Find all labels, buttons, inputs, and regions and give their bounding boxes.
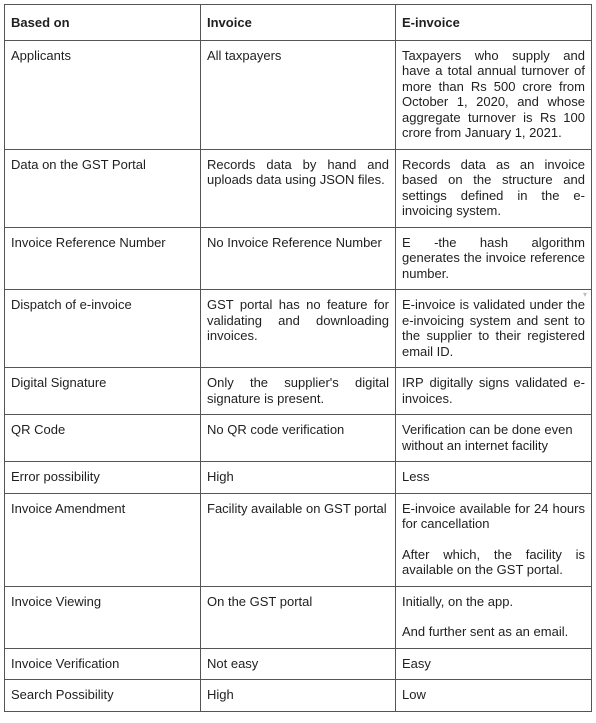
invoice-cell: High (201, 462, 396, 494)
table-row (5, 586, 592, 648)
e-invoice-paragraph: After which, the facility is available on the GST portal. (402, 546, 585, 577)
table-row (5, 149, 592, 227)
e-invoice-cell (396, 290, 592, 368)
e-invoice-cell (396, 368, 592, 415)
e-invoice-paragraph: And further sent as an email. (402, 624, 569, 639)
e-invoice-paragraph: E-invoice is validated under the e-invoicing system and sent to the supplier to their registered email ID. (402, 297, 585, 359)
table-header-row (5, 5, 592, 41)
row-label: Applicants (5, 40, 201, 149)
e-invoice-cell (396, 648, 592, 680)
e-invoice-paragraph: Taxpayers who supply and have a total annual turnover of more than Rs 500 crore from October 1, 2020, and whose aggregate turnover is Rs 100 crore from January 1, 2021. (402, 47, 585, 140)
e-invoice-paragraph: Less (402, 469, 430, 484)
row-label: Invoice Amendment (5, 493, 201, 586)
scroll-marker-icon: ▾ (583, 290, 588, 299)
row-label: Dispatch of e-invoice (5, 290, 201, 368)
e-invoice-paragraph: Easy (402, 655, 431, 671)
e-invoice-paragraph: E -the hash algorithm generates the invoice reference number. (402, 234, 585, 281)
invoice-cell: Only the supplier's digital signature is present. (201, 368, 396, 415)
invoice-cell: GST portal has no feature for validating and downloading invoices. (201, 290, 396, 368)
invoice-cell: High (201, 680, 396, 712)
e-invoice-cell (396, 493, 592, 586)
e-invoice-cell (396, 462, 592, 494)
header-invoice: Invoice (201, 5, 396, 41)
table-row (5, 415, 592, 462)
row-label: Data on the GST Portal (5, 149, 201, 227)
invoice-cell: On the GST portal (201, 586, 396, 648)
table-row (5, 227, 592, 290)
table-row (5, 680, 592, 712)
e-invoice-cell (396, 149, 592, 227)
row-label: Error possibility (5, 462, 201, 494)
header-based-on: Based on (5, 5, 201, 41)
e-invoice-cell (396, 227, 592, 290)
header-e-invoice: E-invoice (396, 5, 592, 41)
e-invoice-cell (396, 415, 592, 462)
table-row (5, 368, 592, 415)
row-label: QR Code (5, 415, 201, 462)
table-row (5, 290, 592, 368)
e-invoice-cell (396, 40, 592, 149)
invoice-cell: Records data by hand and uploads data using JSON files. (201, 149, 396, 227)
e-invoice-paragraph: Records data as an invoice based on the structure and settings defined in the e-invoicing system. (402, 156, 585, 218)
row-label: Invoice Viewing (5, 586, 201, 648)
table-row (5, 648, 592, 680)
e-invoice-paragraph: Verification can be done even without an internet facility (402, 422, 573, 453)
e-invoice-paragraph: IRP digitally signs validated e-invoices. (402, 375, 585, 406)
e-invoice-paragraph: E-invoice available for 24 hours for cancellation (402, 500, 585, 531)
row-label: Invoice Verification (5, 648, 201, 680)
invoice-cell: No QR code verification (201, 415, 396, 462)
e-invoice-cell (396, 586, 592, 648)
e-invoice-cell (396, 680, 592, 712)
table-row (5, 493, 592, 586)
comparison-table-container (4, 4, 592, 712)
table-row (5, 462, 592, 494)
invoice-cell: No Invoice Reference Number (201, 227, 396, 290)
table-row (5, 40, 592, 149)
invoice-cell: All taxpayers (201, 40, 396, 149)
invoice-cell: Not easy (201, 648, 396, 680)
row-label: Digital Signature (5, 368, 201, 415)
row-label: Invoice Reference Number (5, 227, 201, 290)
invoice-cell: Facility available on GST portal (201, 493, 396, 586)
row-label: Search Possibility (5, 680, 201, 712)
e-invoice-paragraph: Initially, on the app. (402, 593, 514, 609)
invoice-vs-einvoice-table (4, 4, 592, 712)
e-invoice-paragraph: Low (402, 687, 426, 702)
